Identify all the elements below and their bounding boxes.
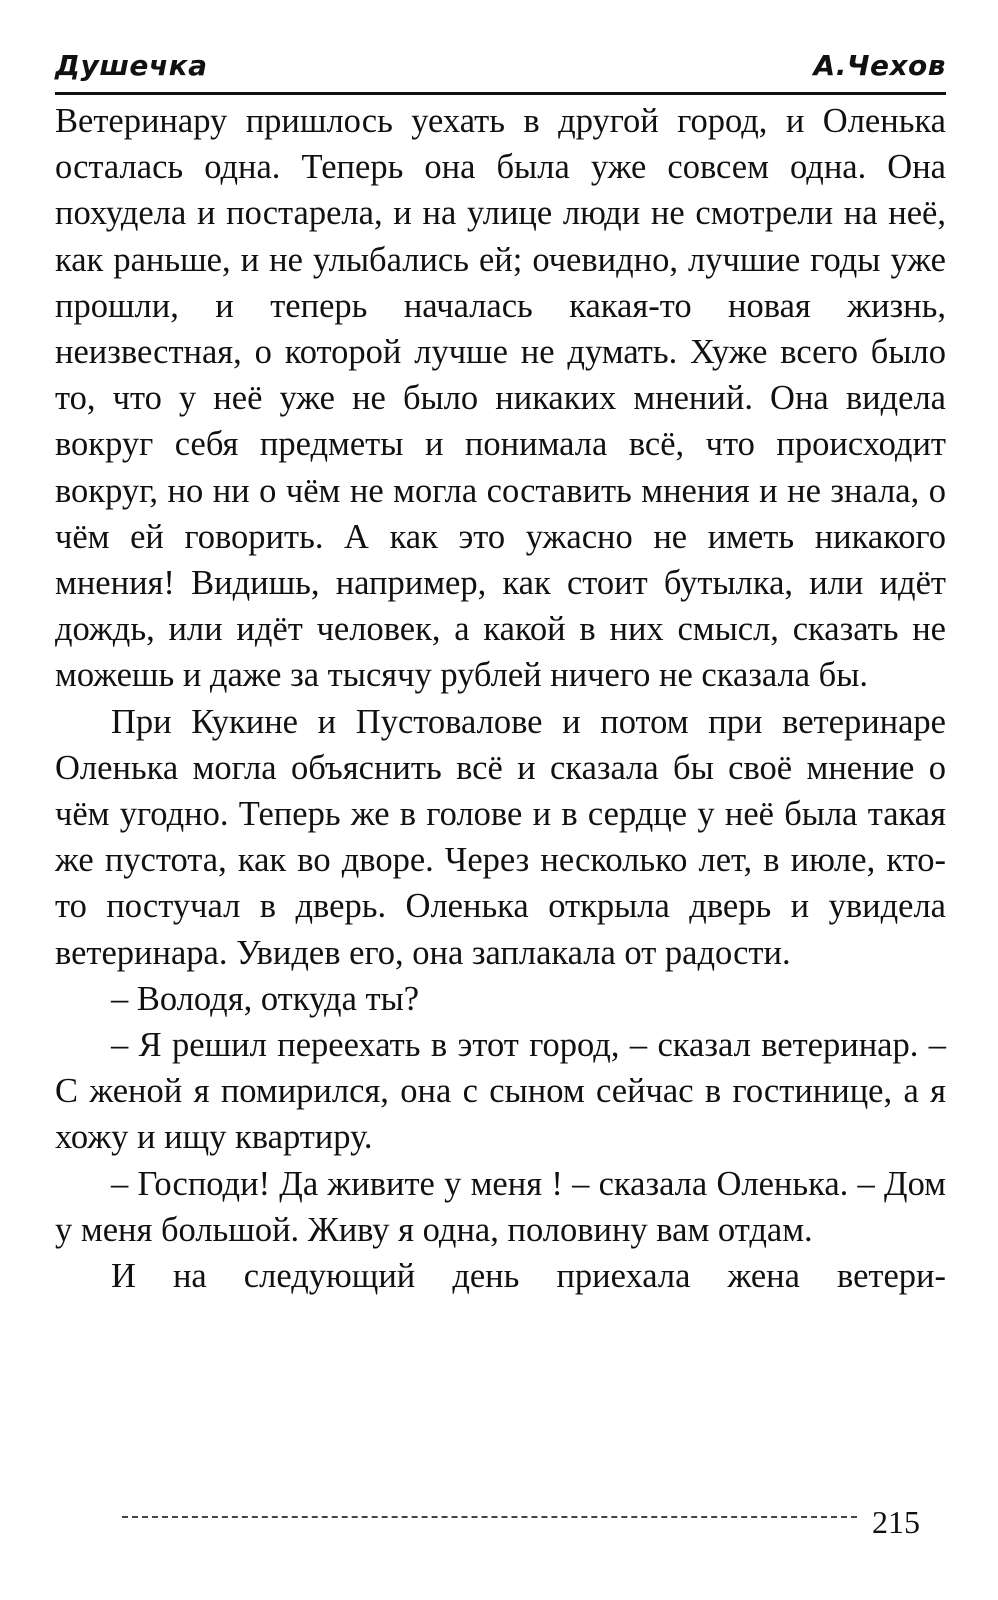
paragraph: При Кукине и Пустовалове и потом при ветеринаре Оленька могла объяснить всё и сказала бы своё мнение о чём угодно. Теперь же в голове и в сердце у неё была такая же пустота, как во дворе. Через несколько лет, в июле, кто-то постучал в дверь. Оленька открыла дверь и увидела ветеринара. Увидев его, она заплакала от радости. [55, 702, 946, 972]
paragraph: Ветеринару пришлось уехать в другой город, и Оленька осталась одна. Теперь она была уже совсем одна. Она похудела и постарела, и на улице люди не смотрели на неё, как раньше, и не улыбались ей; очевидно, лучшие годы уже прошли, и теперь началась какая-то новая жизнь, неизвестная, о которой лучше не думать. Хуже всего было то, что у неё уже не было никаких мнений. Она видела вокруг себя предметы и понимала всё, что происходит вокруг, но ни о чём не могла составить мнения и не знала, о чём ей говорить. А как это ужасно не иметь никакого мнения! Видишь, например, как стоит бутылка, или идёт дождь, или идёт человек, а какой в них смысл, сказать не можешь и даже за тысячу рублей ничего не сказала бы. [55, 102, 946, 695]
running-header [55, 46, 946, 86]
footer-rule [122, 1516, 857, 1518]
running-author: А.Чехов [813, 49, 946, 82]
page-number: 215 [872, 1504, 920, 1540]
paragraph: – Господи! Да живите у меня ! – сказала Оленька. – Дом у меня большой. Живу я одна, половину вам отдам. [55, 1164, 946, 1249]
body-text [55, 98, 946, 1299]
header-rule [55, 92, 946, 95]
paragraph: – Володя, откуда ты? [111, 979, 420, 1018]
paragraph: И на следующий день приехала жена ветери- [111, 1257, 946, 1296]
running-title: Душечка [55, 49, 208, 82]
paragraph: – Я решил переехать в этот город, – сказал ветеринар. – С женой я помирился, она с сыном сейчас в гостинице, а я хожу и ищу квартиру. [55, 1026, 946, 1157]
